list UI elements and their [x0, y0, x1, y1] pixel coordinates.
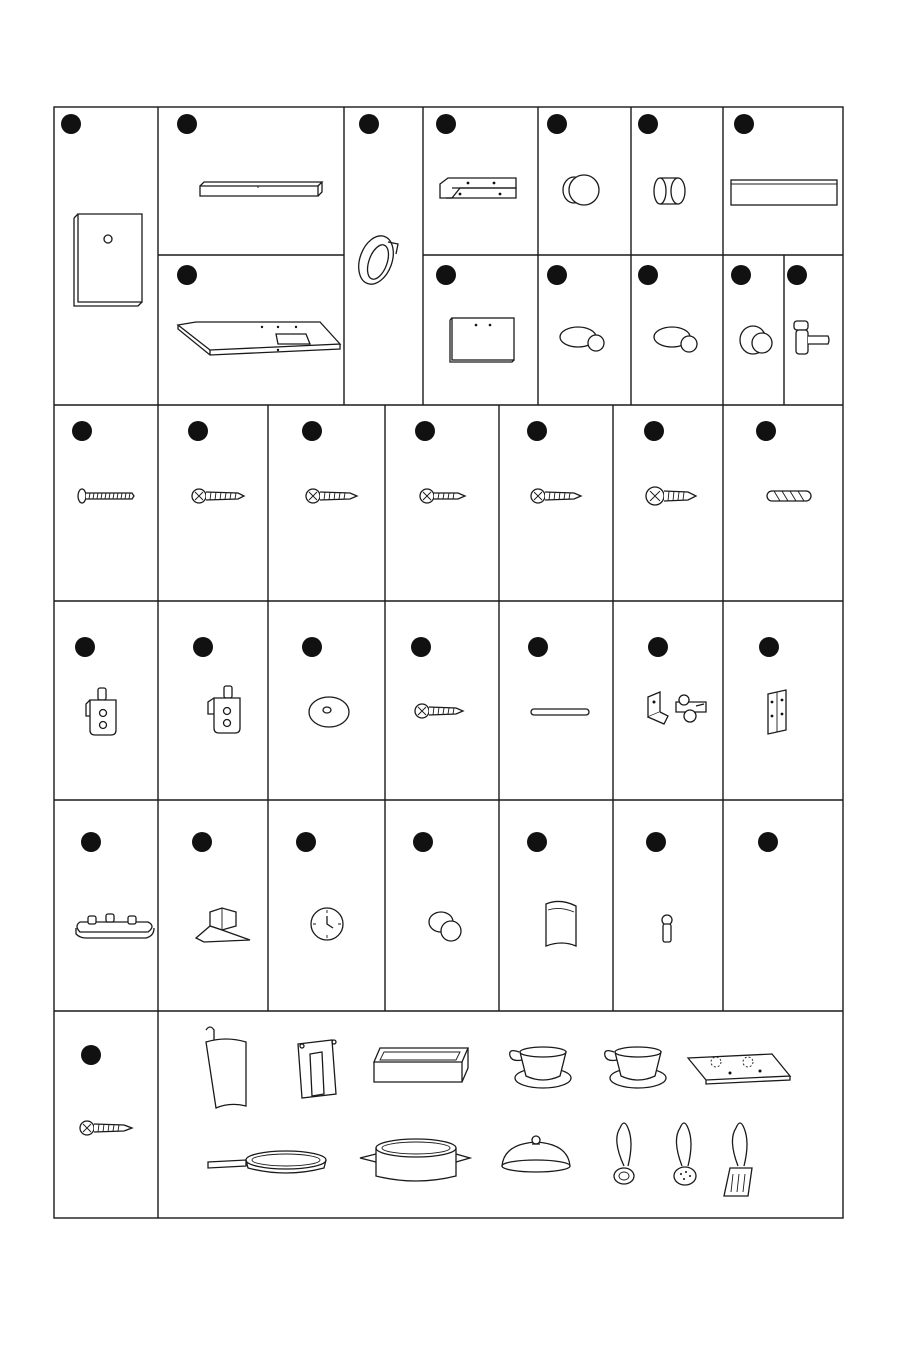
part-marker	[359, 114, 379, 134]
part-marker	[193, 637, 213, 657]
accessories-panel	[206, 1027, 790, 1196]
metal-rod-icon	[531, 709, 589, 715]
washer-icon	[309, 697, 349, 727]
cylinder-knob-icon	[654, 178, 685, 204]
short-screw-icon	[420, 489, 465, 503]
curved-spout-icon	[771, 896, 796, 962]
burner-plate-icon	[76, 914, 154, 938]
door-panel-icon	[74, 214, 142, 306]
part-marker	[644, 421, 664, 441]
part-marker	[72, 421, 92, 441]
part-marker	[415, 421, 435, 441]
wide-head-screw-icon	[646, 487, 696, 505]
hood-bracket-icon	[196, 908, 250, 942]
towel-holder-icon	[298, 1040, 336, 1098]
knob-icon	[560, 327, 604, 351]
part-marker	[547, 114, 567, 134]
cup-and-saucer-icon	[510, 1047, 571, 1088]
screw-icon	[80, 1121, 132, 1135]
part-marker	[81, 832, 101, 852]
wood-dowel-icon	[767, 491, 811, 501]
pin-bracket-icon	[208, 686, 240, 733]
paper-towel-icon	[546, 901, 576, 946]
pin-bracket-icon	[86, 688, 116, 735]
part-marker	[648, 637, 668, 657]
spatula-icon	[724, 1123, 752, 1196]
part-marker	[75, 637, 95, 657]
part-marker	[302, 421, 322, 441]
skimmer-icon	[674, 1123, 696, 1185]
long-screw-icon	[78, 489, 134, 503]
part-marker	[411, 637, 431, 657]
part-marker	[413, 832, 433, 852]
part-marker	[177, 265, 197, 285]
screw-icon	[415, 704, 463, 718]
back-panel-icon	[450, 318, 514, 362]
part-marker	[296, 832, 316, 852]
part-marker	[527, 832, 547, 852]
angle-bracket-icon	[440, 178, 516, 198]
part-marker	[759, 637, 779, 657]
towel-icon	[206, 1027, 246, 1108]
knob-icon	[740, 326, 772, 354]
part-marker	[61, 114, 81, 134]
part-marker	[302, 637, 322, 657]
screw-icon	[192, 489, 244, 503]
latch-set-icon	[648, 692, 706, 724]
faucet-handle-icon	[652, 910, 682, 942]
part-marker	[638, 114, 658, 134]
saucepan-icon	[360, 1139, 470, 1181]
tray-icon	[374, 1048, 468, 1082]
part-marker	[787, 265, 807, 285]
clock-dial-icon	[311, 908, 343, 940]
part-marker	[758, 832, 778, 852]
hinge-icon	[768, 690, 786, 734]
cooktop-icon	[688, 1054, 790, 1084]
long-bar-icon	[200, 182, 322, 196]
part-marker	[527, 421, 547, 441]
ladle-icon	[614, 1123, 634, 1184]
part-marker	[731, 265, 751, 285]
faucet-spout-icon	[794, 321, 829, 354]
round-knob-icon	[563, 175, 599, 205]
part-marker	[192, 832, 212, 852]
frying-pan-icon	[208, 1151, 326, 1173]
countertop-with-sink-icon	[178, 322, 340, 355]
part-marker	[734, 114, 754, 134]
cup-and-saucer-icon	[605, 1047, 666, 1088]
part-marker	[177, 114, 197, 134]
screw-icon	[531, 489, 581, 503]
pot-lid-icon	[502, 1136, 570, 1172]
part-marker	[436, 265, 456, 285]
flat-strip-icon	[731, 180, 837, 205]
part-marker	[638, 265, 658, 285]
part-marker	[436, 114, 456, 134]
part-marker	[646, 832, 666, 852]
knob-icon	[654, 327, 697, 352]
part-marker	[547, 265, 567, 285]
screw-icon	[306, 489, 357, 503]
part-marker	[81, 1045, 101, 1065]
part-marker	[188, 421, 208, 441]
round-knob-icon	[429, 912, 461, 941]
part-marker	[756, 421, 776, 441]
knob-ring-icon	[352, 231, 399, 289]
part-marker	[528, 637, 548, 657]
